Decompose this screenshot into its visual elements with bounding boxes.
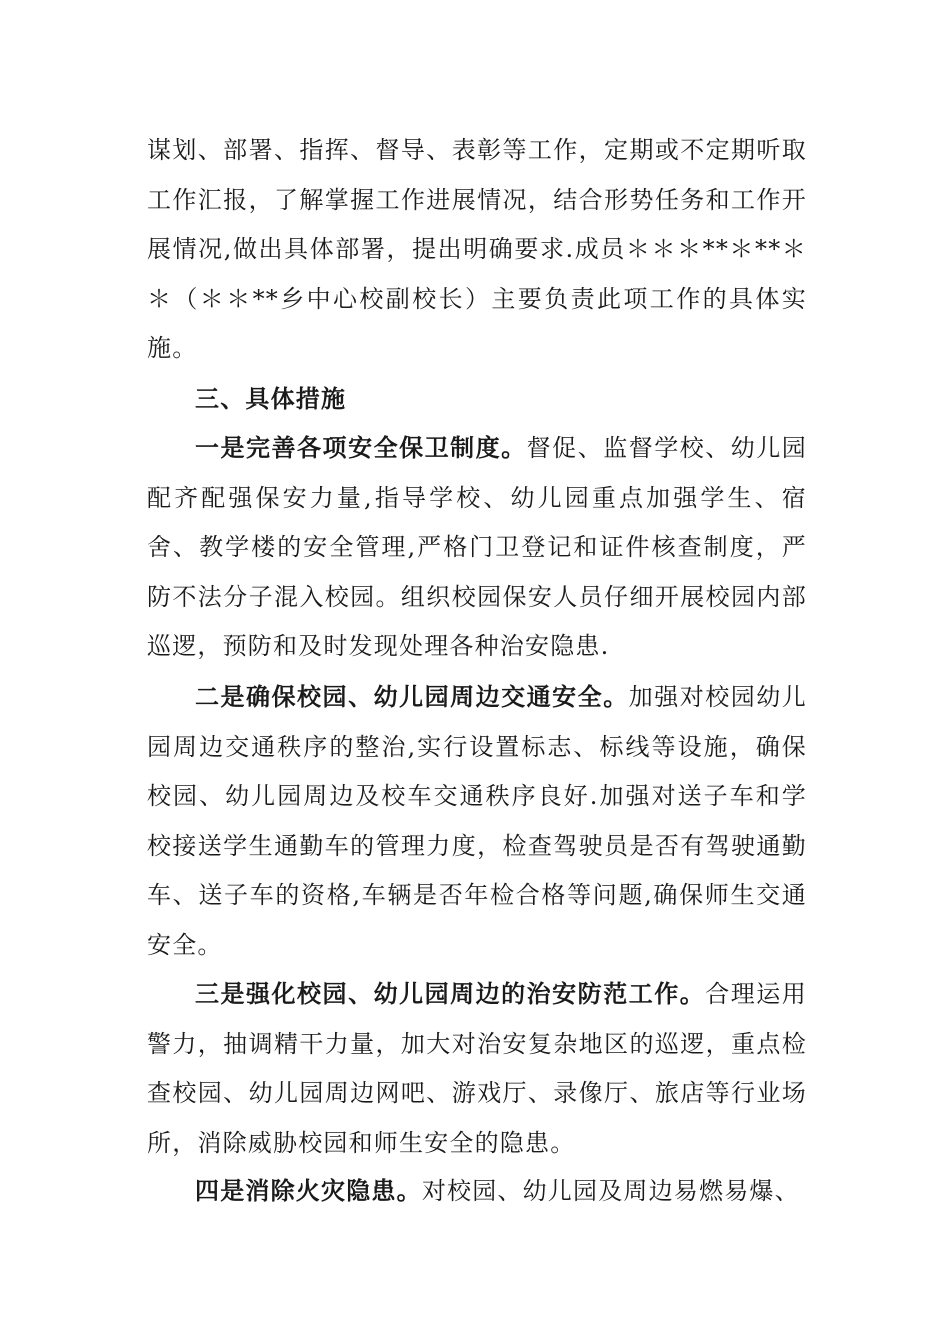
- paragraph-measure-1: [147, 423, 807, 672]
- paragraph-leadership: [147, 126, 807, 374]
- measure-1-text: 督促、监督学校、幼儿园配齐配强保安力量,指导学校、幼儿园重点加强学生、宿舍、教学楼的安全管理,严格门卫登记和证件核查制度，严防不法分子混入校园。组织校园保安人员仔细开展校园内部巡逻，预防和及时发现处理各种治安隐患.: [147, 434, 807, 660]
- paragraph-leadership-text: 谋划、部署、指挥、督导、表彰等工作，定期或不定期听取工作汇报，了解掌握工作进展情况，结合形势任务和工作开展情况,做出具体部署，提出明确要求.成员＊＊＊**＊**＊＊（＊＊**乡中心校副校长）主要负责此项工作的具体实施。: [147, 136, 807, 362]
- paragraph-measure-3: [147, 969, 807, 1168]
- measure-3-text: 合理运用警力，抽调精干力量，加大对治安复杂地区的巡逻，重点检查校园、幼儿园周边网吧、游戏厅、录像厅、旅店等行业场所，消除威胁校园和师生安全的隐患。: [147, 980, 807, 1157]
- section-heading-measures: [147, 374, 807, 424]
- measure-2-text: 加强对校园幼儿园周边交通秩序的整治,实行设置标志、标线等设施，确保校园、幼儿园周边及校车交通秩序良好.加强对送子车和学校接送学生通勤车的管理力度，检查驾驶员是否有驾驶通勤车、送子车的资格,车辆是否年检合格等问题,确保师生交通安全。: [147, 683, 807, 959]
- paragraph-measure-4: [147, 1166, 807, 1217]
- measure-2-title: 二是确保校园、幼儿园周边交通安全。: [195, 682, 629, 711]
- measure-3-title: 三是强化校园、幼儿园周边的治安防范工作。: [195, 979, 706, 1008]
- measure-1-title: 一是完善各项安全保卫制度。: [195, 433, 527, 462]
- measure-4-title: 四是消除火灾隐患。: [195, 1176, 422, 1205]
- section-heading-text: 三、具体措施: [195, 384, 347, 413]
- measure-4-text: 对校园、幼儿园及周边易燃易爆、: [421, 1177, 800, 1205]
- paragraph-measure-2: [147, 672, 807, 970]
